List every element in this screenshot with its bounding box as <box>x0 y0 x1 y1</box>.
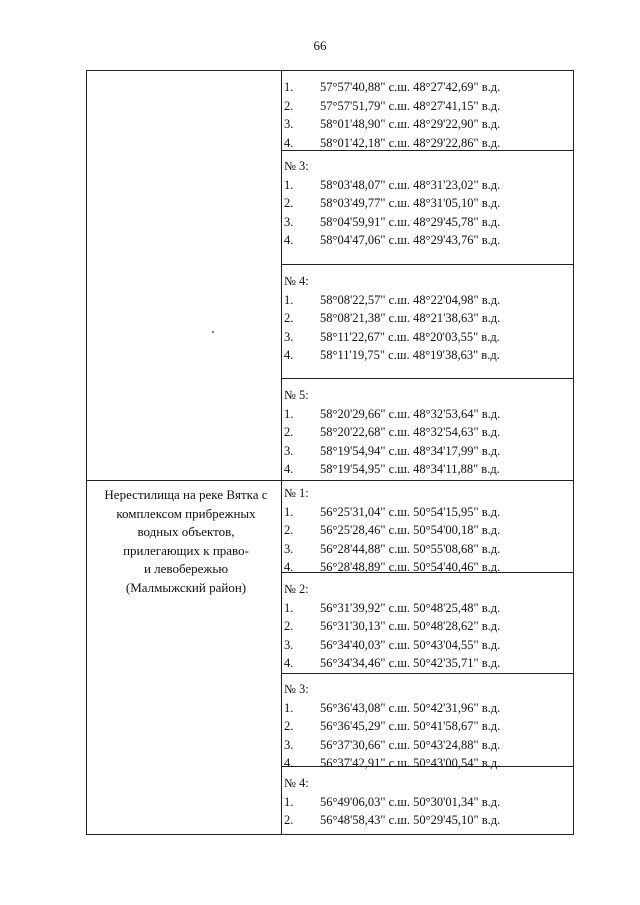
point-number: 4. <box>284 348 294 362</box>
coordinate-value: 58°04'47,06" с.ш. 48°29'43,76" в.д. <box>320 233 501 247</box>
coordinate-value: 58°08'22,57" с.ш. 48°22'04,98" в.д. <box>320 292 501 307</box>
point-number: 2. <box>284 311 294 325</box>
point-number: 2. <box>284 719 294 733</box>
coordinate-row <box>284 654 570 673</box>
coordinate-value: 56°31'39,92" с.ш. 50°48'25,48" в.д. <box>320 600 501 615</box>
coordinate-value: 56°25'28,46" с.ш. 50°54'00,18" в.д. <box>320 523 501 537</box>
point-number: 4. <box>284 756 294 770</box>
site-number-header: № 4: <box>284 274 309 288</box>
coordinate-cell <box>284 386 570 479</box>
coordinate-value: 58°03'48,07" с.ш. 48°31'23,02" в.д. <box>320 177 501 192</box>
coordinate-value: 58°11'19,75" с.ш. 48°19'38,63" в.д. <box>320 348 500 362</box>
coordinate-value: 56°36'45,29" с.ш. 50°41'58,67" в.д. <box>320 719 501 733</box>
table-bottom-border <box>86 834 574 835</box>
point-number: 4. <box>284 560 294 574</box>
description-line: прилегающих к право- <box>123 542 249 558</box>
point-number: 3. <box>284 329 294 344</box>
coordinate-row <box>284 78 570 97</box>
point-number: 2. <box>284 813 294 827</box>
coordinate-value: 58°08'21,38" с.ш. 48°21'38,63" в.д. <box>320 311 501 325</box>
row-divider <box>281 673 574 674</box>
coordinate-row <box>284 699 570 718</box>
point-number: 1. <box>284 406 294 421</box>
point-number: 3. <box>284 443 294 458</box>
point-number: 2. <box>284 425 294 439</box>
coordinate-row <box>284 134 570 153</box>
coordinate-value: 57°57'40,88" с.ш. 48°27'42,69" в.д. <box>320 80 501 94</box>
point-number: 3. <box>284 117 294 131</box>
coordinate-row <box>284 442 570 461</box>
left-cell-description <box>90 486 282 597</box>
coordinate-row <box>284 213 570 232</box>
point-number: 2. <box>284 196 294 210</box>
point-number: 2. <box>284 98 294 113</box>
coordinate-value: 58°20'29,66" с.ш. 48°32'53,64" в.д. <box>320 406 501 421</box>
site-number-header: № 3: <box>284 682 309 696</box>
coordinate-row <box>284 636 570 655</box>
coordinate-value: 57°57'51,79" с.ш. 48°27'41,15" в.д. <box>320 98 501 113</box>
coordinate-row <box>284 176 570 195</box>
scan-speck <box>212 331 214 333</box>
point-number: 1. <box>284 600 294 615</box>
coordinate-row <box>284 540 570 559</box>
coordinate-value: 58°20'22,68" с.ш. 48°32'54,63" в.д. <box>320 425 501 439</box>
coordinate-row <box>284 309 570 328</box>
table-left-border <box>86 70 87 835</box>
coordinate-value: 56°37'42,91" с.ш. 50°43'00,54" в.д. <box>320 756 501 770</box>
coordinate-cell <box>284 484 570 577</box>
coordinate-value: 56°28'48,89" с.ш. 50°54'40,46" в.д. <box>320 560 501 574</box>
coordinate-row <box>284 736 570 755</box>
site-number-header: № 2: <box>284 582 309 596</box>
coordinate-row <box>284 231 570 250</box>
point-number: 1. <box>284 504 294 519</box>
description-line: водных объектов, <box>137 524 235 539</box>
table-right-border <box>573 70 574 835</box>
coordinate-value: 56°34'34,46" с.ш. 50°42'35,71" в.д. <box>320 656 501 670</box>
coordinate-value: 56°36'43,08" с.ш. 50°42'31,96" в.д. <box>320 700 501 715</box>
coordinate-row <box>284 97 570 116</box>
coordinate-row <box>284 194 570 213</box>
coordinate-cell <box>284 680 570 773</box>
coordinate-value: 56°31'30,13" с.ш. 50°48'28,62" в.д. <box>320 619 501 633</box>
point-number: 4. <box>284 135 294 150</box>
coordinate-row <box>284 460 570 479</box>
coordinate-value: 56°37'30,66" с.ш. 50°43'24,88" в.д. <box>320 737 501 752</box>
coordinate-row <box>284 599 570 618</box>
row-divider-full <box>86 480 574 481</box>
coordinate-row <box>284 754 570 773</box>
coordinate-cell <box>284 272 570 365</box>
coordinate-row <box>284 115 570 134</box>
coordinate-row <box>284 717 570 736</box>
coordinate-row <box>284 405 570 424</box>
coordinate-cell <box>284 580 570 673</box>
coordinate-row <box>284 558 570 577</box>
coordinate-row <box>284 328 570 347</box>
coordinate-value: 56°49'06,03" с.ш. 50°30'01,34" в.д. <box>320 794 501 809</box>
coordinate-value: 58°01'48,90" с.ш. 48°29'22,90" в.д. <box>320 117 501 131</box>
page-number: 66 <box>313 38 327 53</box>
table-column-divider <box>281 70 282 835</box>
coordinate-cell <box>284 78 570 152</box>
point-number: 4. <box>284 233 294 247</box>
point-number: 1. <box>284 700 294 715</box>
coordinate-value: 58°19'54,94" с.ш. 48°34'17,99" в.д. <box>320 443 501 458</box>
point-number: 3. <box>284 737 294 752</box>
row-divider <box>281 264 574 265</box>
description-line: и левобережью <box>143 561 229 576</box>
point-number: 1. <box>284 177 294 192</box>
point-number: 3. <box>284 637 294 652</box>
site-number-header: № 5: <box>284 388 309 402</box>
coordinate-value: 56°48'58,43" с.ш. 50°29'45,10" в.д. <box>320 813 501 827</box>
description-line: (Малмыжский район) <box>125 579 247 595</box>
point-number: 3. <box>284 541 294 556</box>
site-number-header: № 1: <box>284 486 309 500</box>
coordinate-cell <box>284 157 570 250</box>
coordinate-value: 58°19'54,95" с.ш. 48°34'11,88" в.д. <box>320 462 500 476</box>
coordinate-value: 56°28'44,88" с.ш. 50°55'08,68" в.д. <box>320 541 501 556</box>
point-number: 4. <box>284 462 294 476</box>
table-top-border <box>86 70 574 71</box>
point-number: 2. <box>284 523 294 537</box>
coordinate-row <box>284 291 570 310</box>
description-line: комплексом прибрежных <box>116 505 256 521</box>
coordinate-value: 58°11'22,67" с.ш. 48°20'03,55" в.д. <box>320 329 500 344</box>
point-number: 1. <box>284 80 294 94</box>
point-number: 4. <box>284 656 294 670</box>
point-number: 1. <box>284 292 294 307</box>
row-divider <box>281 378 574 379</box>
site-number-header: № 3: <box>284 159 309 173</box>
coordinate-value: 56°25'31,04" с.ш. 50°54'15,95" в.д. <box>320 504 501 519</box>
point-number: 2. <box>284 619 294 633</box>
site-number-header: № 4: <box>284 776 309 790</box>
coordinate-row <box>284 423 570 442</box>
coordinate-row <box>284 793 570 812</box>
coordinate-cell <box>284 774 570 830</box>
point-number: 3. <box>284 214 294 229</box>
coordinate-row <box>284 521 570 540</box>
coordinate-value: 58°04'59,91" с.ш. 48°29'45,78" в.д. <box>320 214 501 229</box>
coordinate-row <box>284 811 570 830</box>
coordinate-value: 58°03'49,77" с.ш. 48°31'05,10" в.д. <box>320 196 501 210</box>
coordinate-value: 58°01'42,18" с.ш. 48°29'22,86" в.д. <box>320 135 501 150</box>
coordinate-row <box>284 346 570 365</box>
coordinate-row <box>284 503 570 522</box>
coordinate-value: 56°34'40,03" с.ш. 50°43'04,55" в.д. <box>320 637 501 652</box>
point-number: 1. <box>284 794 294 809</box>
coordinate-row <box>284 617 570 636</box>
description-line: Нерестилища на реке Вятка с <box>104 487 268 502</box>
